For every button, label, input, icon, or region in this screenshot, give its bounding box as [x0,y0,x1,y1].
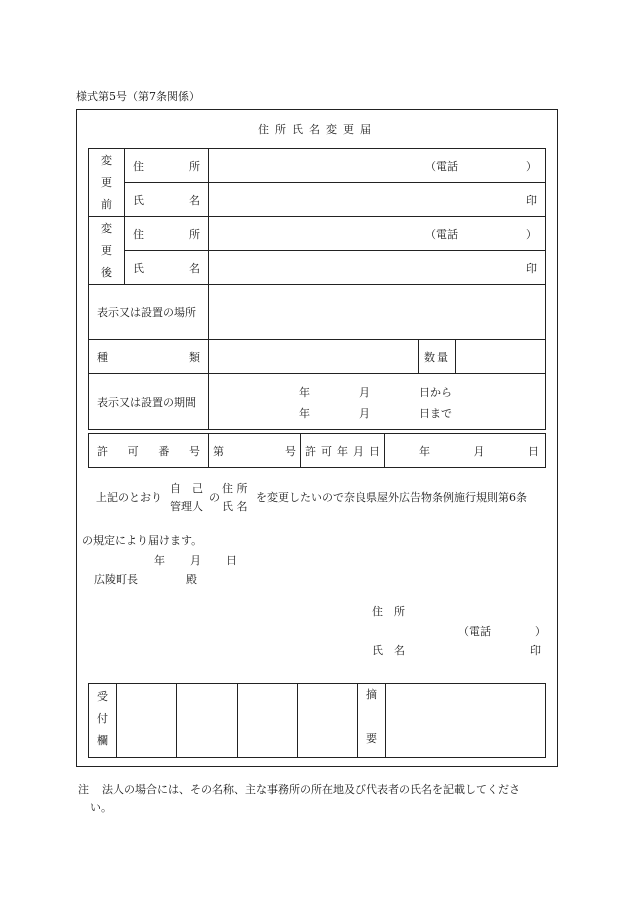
applicant-name-label: 氏 名 [372,644,405,657]
reception-label: 受 付 欄 [89,684,117,758]
before-name-label: 氏 名 [125,183,209,217]
remarks-field[interactable] [386,684,546,758]
reception-table [88,683,546,758]
statement-no: の [209,491,220,504]
permit-date-label: 許 可 年 月 日 [301,434,385,468]
statement-suffix: を変更したいので奈良県屋外広告物条例施行規則第6条 [256,491,527,504]
date-day: 日 [226,554,237,567]
before-side-label: 変 更 前 [89,149,125,217]
period-until-month: 月 [359,407,370,420]
period-field[interactable] [209,374,546,430]
note-text-line2: い。 [90,801,112,814]
reception-box-2[interactable] [177,684,238,758]
note-text: 法人の場合には、その名称、主な事務所の所在地及び代表者の氏名を記載してくださ [102,783,520,796]
seal-mark: 印 [526,261,538,275]
after-address-label: 住 所 [125,217,209,251]
permit-date-field[interactable]: 年 月 日 [385,434,546,468]
applicant-seal: 印 [530,644,541,657]
quantity-field[interactable] [456,340,546,374]
after-name-field[interactable] [209,251,546,285]
reception-box-3[interactable] [238,684,298,758]
period-until-year: 年 [299,407,310,420]
applicant-phone-close: ） [535,625,546,638]
permit-number-label: 許 可 番 号 [89,434,209,468]
location-label: 表示又は設置の場所 [89,285,209,340]
applicant-phone-open: （電話 [458,625,491,638]
before-name-field[interactable] [209,183,546,217]
quantity-label: 数量 [419,340,456,374]
addressee-mayor: 広陵町長 [94,573,138,586]
period-from-month: 月 [359,386,370,399]
applicant-address-label: 住 所 [372,605,405,618]
before-address-field[interactable]: （電話 ） [209,149,546,183]
period-from-year: 年 [299,386,310,399]
permit-table [88,433,546,468]
note-label: 注 [78,783,89,796]
date-year: 年 [154,554,165,567]
reception-box-4[interactable] [298,684,358,758]
date-month: 月 [190,554,201,567]
permit-number-field[interactable]: 第 号 [209,434,301,468]
addressee-honorific: 殿 [186,573,197,586]
form-number: 様式第5号（第7条関係） [76,90,200,103]
statement-item: 住 所 氏 名 [222,482,248,513]
remarks-label: 摘 要 [358,684,386,758]
period-label: 表示又は設置の期間 [89,374,209,430]
main-table [88,148,546,430]
type-field[interactable] [209,340,419,374]
seal-mark: 印 [526,193,538,207]
form-title: 住所氏名変更届 [258,123,377,136]
type-label: 種 類 [89,340,209,374]
statement-role: 自 己 管理人 [170,482,203,513]
period-from-day: 日から [419,386,452,399]
before-address-label: 住 所 [125,149,209,183]
after-address-field[interactable]: （電話 ） [209,217,546,251]
after-name-label: 氏 名 [125,251,209,285]
after-side-label: 変 更 後 [89,217,125,285]
period-until-day: 日まで [419,407,452,420]
statement-prefix: 上記のとおり [96,491,162,504]
reception-box-1[interactable] [117,684,177,758]
statement-line2: の規定により届けます。 [82,534,203,547]
location-field[interactable] [209,285,546,340]
